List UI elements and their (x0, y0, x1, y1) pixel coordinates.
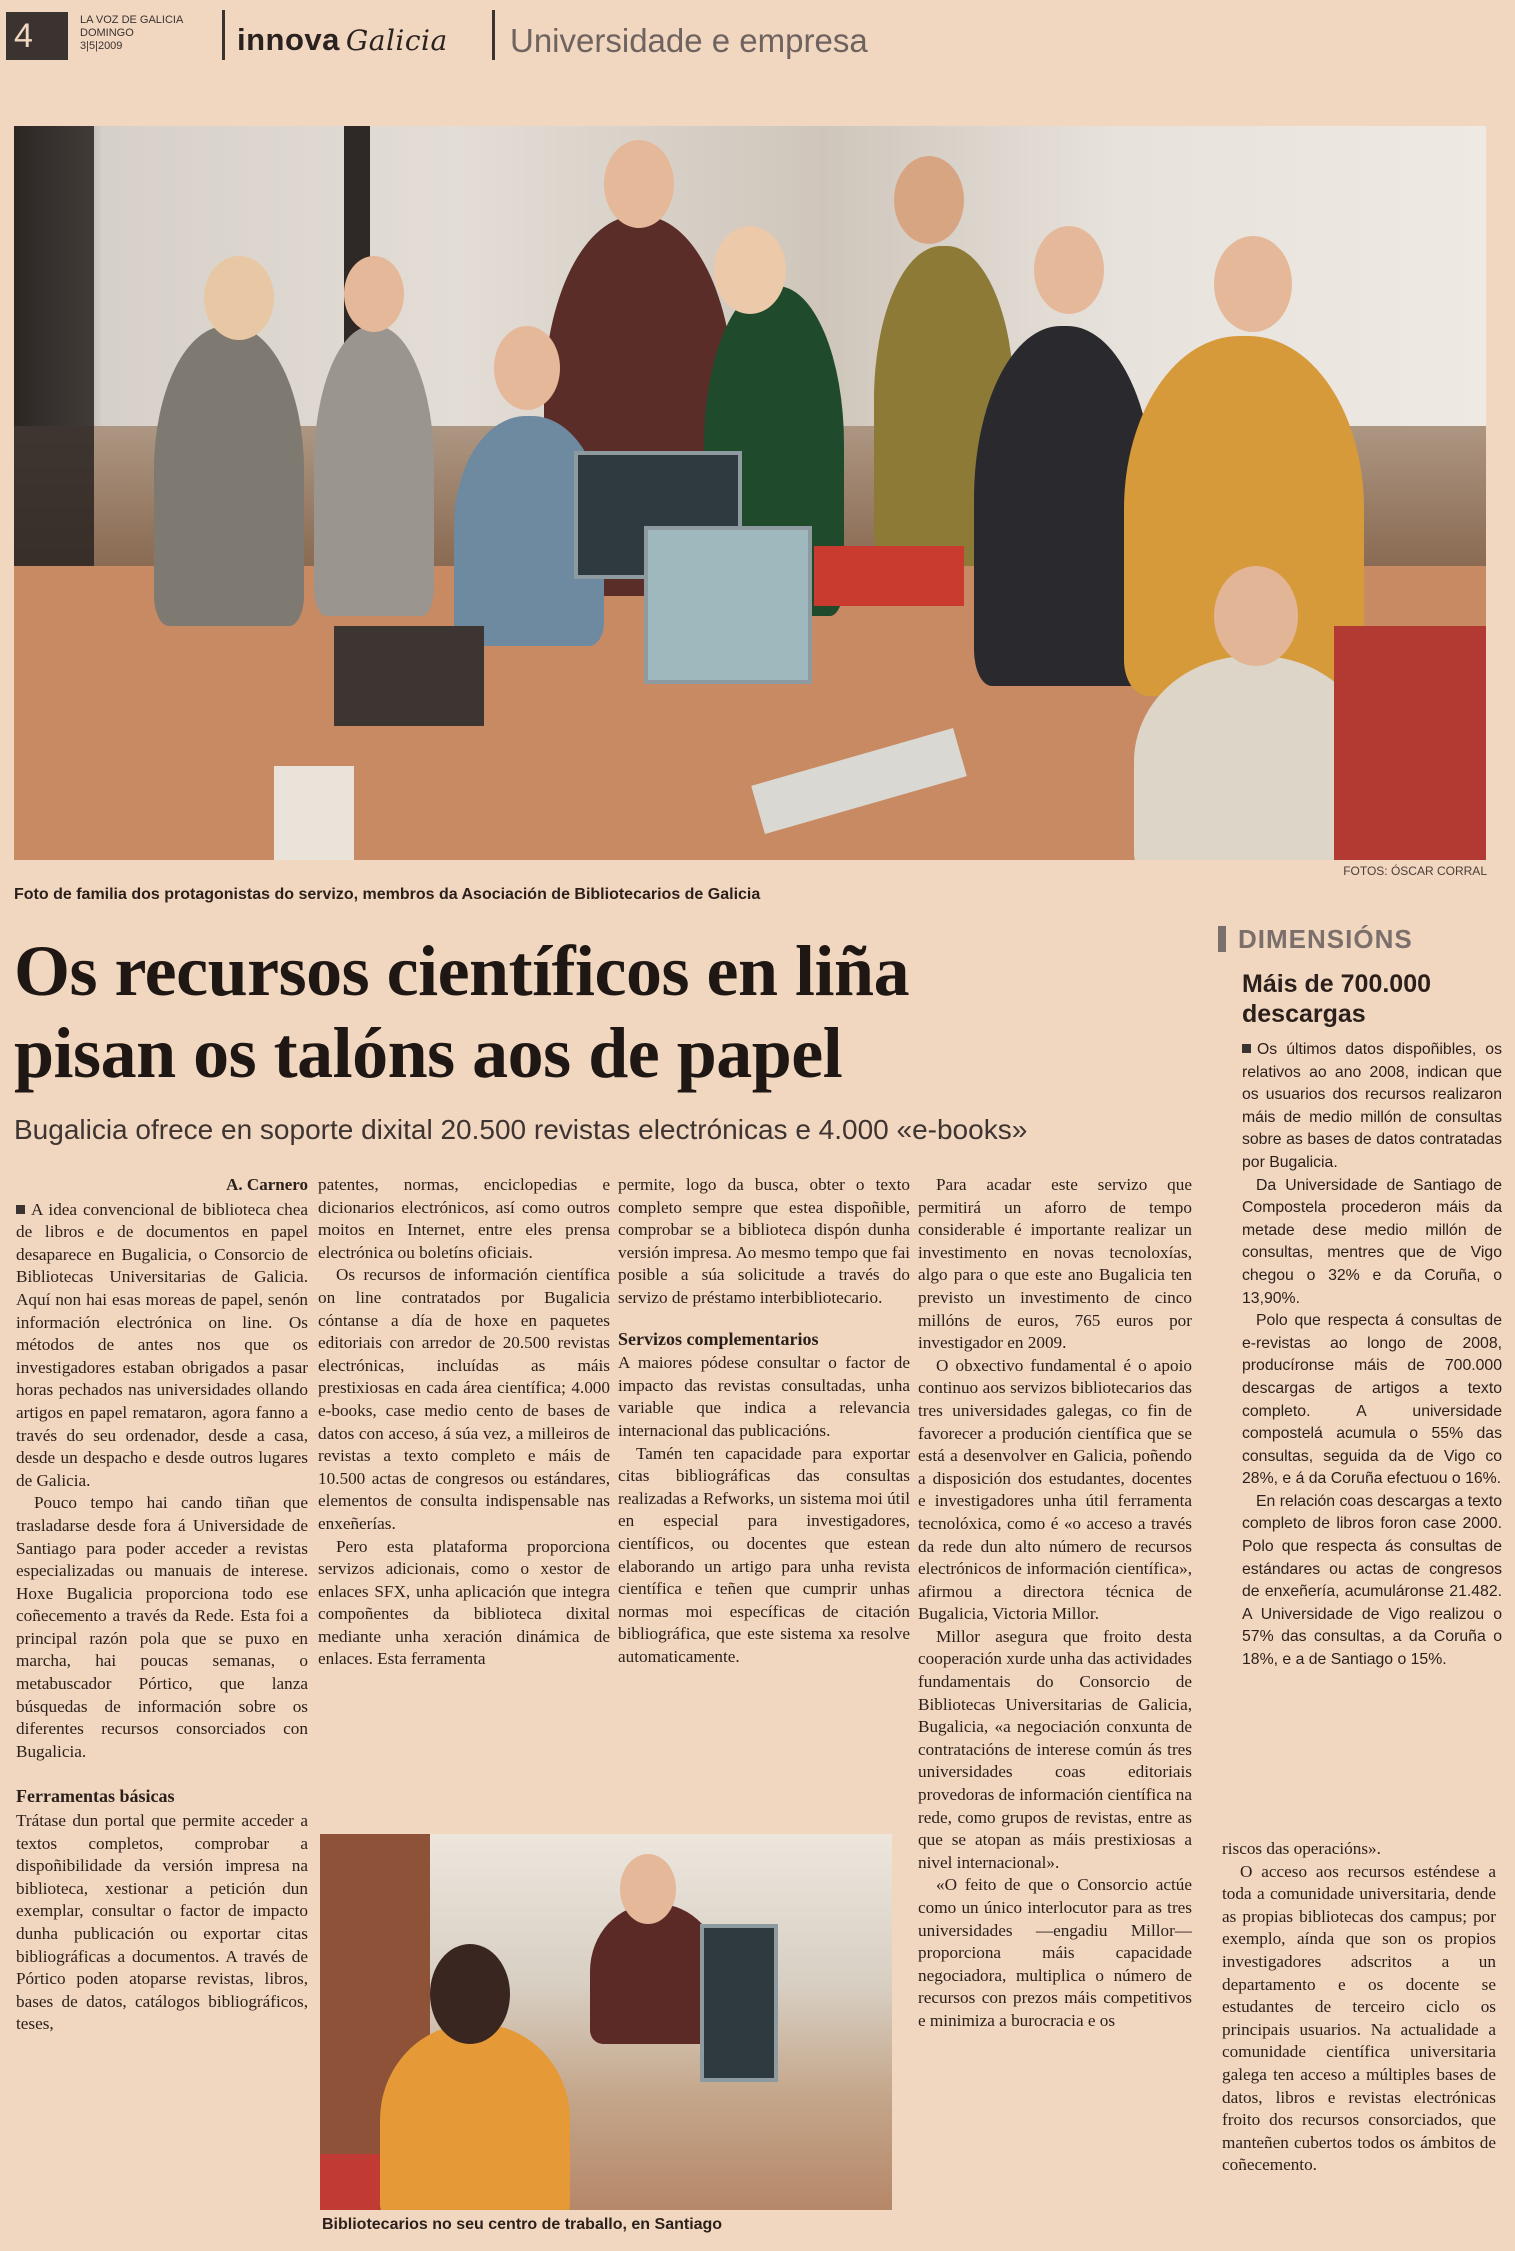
paragraph: Polo que respecta á consultas de e-revistas ao longo de 2008, producíronse máis de 700.000 descargas de artigos a texto completo. A universidade compostelá acumula o 55% das consultas, seguida da de Vigo co 28%, e á da Coruña efectuou o 16%. (1242, 1312, 1502, 1488)
main-photo (14, 126, 1486, 860)
subheadline: Bugalicia ofrece en soporte dixital 20.500 revistas electrónicas e 4.000 «e-books» (14, 1114, 1028, 1145)
subsection-heading: Servizos complementarios (618, 1328, 819, 1349)
paragraph: O obxectivo fundamental é o apoio continuo aos servizos bibliotecarios das tres universidades galegas, co fin de favorecer a produción científica que se está a desenvolver en Galicia, poñendo a disposición dos estudantes, docentes e investigadores unha útil ferramenta tecnolóxica, como é «o acceso a través da rede dun alto número de recursos electrónicos de información científica», afirmou a directora técnica de Bugalicia, Victoria Millor. (918, 1355, 1192, 1624)
paragraph: riscos das operacións». (1222, 1839, 1381, 1858)
section-title: Universidade e empresa (510, 22, 868, 59)
brand-bold: innova (237, 22, 340, 57)
article-column-3 (618, 1174, 910, 1668)
paragraph: O acceso aos recursos esténdese a toda a comunidade universitaria, dende as propias bibliotecas dos campus; por exemplo, aínda que son os propios investigadores adscritos a un departamento e os docente se estudantes de terceiro ciclo os principais usuarios. Na actualidade a comunidade científica universitaria galega ten acceso a múltiples bases de datos, libros e revistas electrónicas froito dos recursos consorciados, que manteñen cubertos todos os ámbitos de coñecemento. (1222, 1861, 1496, 2175)
second-photo-caption: Bibliotecarios no seu centro de traballo, en Santiago (322, 2216, 723, 2233)
page-number: 4 (6, 12, 68, 60)
article-column-1 (16, 1174, 308, 2036)
paragraph: Da Universidade de Santiago de Compostela procederon máis da metade dese medio millón de consultas, mentres que de Vigo chegou o 32% e da Coruña, o 13,90%. (1242, 1176, 1502, 1307)
paragraph: «O feito de que o Consorcio actúe como un único interlocutor para as tres universidades —engadiu Millor— proporciona máis capacidade negociadora, multiplica o número de recursos con prezos máis competitivos e minimiza a burocracia e os (918, 1875, 1192, 2030)
paragraph: Para acadar este servizo que permitirá un aforro de tempo considerable é importante realizar un investimento en novas tecnoloxías, algo para o que este ano Bugalicia ten previsto un investimento de cinco millóns de euros, 765 euros por investigador en 2009. (918, 1175, 1192, 1353)
brand-script: Galicia (345, 24, 448, 57)
paragraph: Tamén ten capacidade para exportar citas bibliográficas das consultas realizadas a Refworks, un sistema moi útil en especial para investigadores, científicos, ou docentes que estean elaborando un artigo para unha revista científica e teñen que cumprir unhas normas moi específicas de citación bibliográfica, que este sistema xa resolve automaticamente. (618, 1443, 910, 1666)
headline-line-2: pisan os talóns aos de papel (14, 1013, 843, 1093)
paragraph: permite, logo da busca, obter o texto completo sempre que estea dispoñible, comprobar se a biblioteca dispón dunha versión impresa. Ao mesmo tempo que fai posible a súa solicitude a través do servizo de préstamo interbibliotecario. (618, 1175, 910, 1307)
paragraph: En relación coas descargas a texto completo de libros foron case 2000. Polo que respecta ás consultas de estándares ou actas de congresos de enxeñería, acumuláronse 21.482. A Universidade de Vigo realizou o 57% das consultas, a da Coruña o 18%, e a de Santiago o 15%. (1242, 1492, 1502, 1669)
main-photo-caption: Foto de familia dos protagonistas do servizo, membros da Asociación de Bibliotecarios de Galicia (14, 886, 761, 903)
headline-line-1: Os recursos científicos en liña (14, 931, 910, 1011)
header-divider (222, 10, 225, 60)
paragraph: Os recursos de información científica on line contratados por Bugalicia cóntanse a día de hoxe en paquetes editoriais con arredor de 20.500 revistas electrónicas, incluídas as máis prestixiosas en cada área científica; 4.000 e-books, case medio cento de bases de datos con acceso, á súa vez, a milleiros de revistas a texto completo e máis de 10.500 actas de congresos ou estándares, elementos de consulta indispensable nas enxeñerías. (318, 1265, 610, 1533)
paragraph: Millor asegura que froito desta cooperación xurde unha das actividades fundamentais do Consorcio de Bibliotecas Universitarias de Galicia, Bugalicia, «a negociación conxunta de contratacións de interese común ás tres universidades coas editoriais provedoras de información científica na rede, como grupos de revistas, entre as que se atopan as máis prestixiosas a nivel internacional». (918, 1626, 1192, 1872)
publication-day: DOMINGO (80, 27, 134, 39)
paragraph: patentes, normas, enciclopedias e dicionarios electrónicos, así como outros moitos en Internet, entre eles prensa electrónica ou boletíns oficiais. (318, 1175, 610, 1262)
publication-name: LA VOZ DE GALICIA (80, 14, 184, 26)
sidebar-dimensions (1218, 924, 1502, 1672)
paragraph: Pouco tempo hai cando tiñan que trasladarse desde fora á Universidade de Santiago para poder acceder a revistas especializadas ou manuais de interese. Hoxe Bugalicia proporciona todo ese coñecemento a través da Rede. Esta foi a principal razón pola que se puxo en marcha, hai poucas semanas, o metabuscador Pórtico, que lanza búsquedas de información sobre os diferentes recursos consorciados con Bugalicia. (16, 1493, 308, 1761)
publication-info (80, 14, 183, 53)
second-photo (320, 1834, 892, 2210)
headline (14, 930, 1194, 1094)
paragraph: Pero esta plataforma proporciona servizos adicionais, como o xestor de enlaces SFX, unha aplicación que integra compoñentes da biblioteca dixital mediante unha xeración dinámica de enlaces. Esta ferramenta (318, 1536, 610, 1669)
paragraph: A idea convencional de biblioteca chea de libros e de documentos en papel desaparece en Bugalicia, o Consorcio de Bibliotecas Universitarias de Galicia. Aquí non hai esas moreas de papel, senón información electrónica on line. Os métodos de antes nos que os investigadores estaban obrigados a pasar horas pechados nas universidades ollando artigos en papel remataron, agora fanno a través do seu ordenador, desde a casa, desde un despacho e desde outros lugares de Galicia. (16, 1199, 308, 1490)
subsection-heading: Ferramentas básicas (16, 1786, 175, 1807)
sidebar-heading: Máis de 700.000 descargas (1242, 970, 1432, 1028)
paragraph: Trátase dun portal que permite acceder a textos completos, comprobar a dispoñibilidade da versión impresa na biblioteca, xestionar a petición dun exemplar, consultar o factor de impacto dunha publicación ou exportar citas bibliográficas a documentos. A través de Pórtico poden atoparse revistas, libros, bases de datos, catálogos bibliográficos, teses, (16, 1811, 308, 2034)
sidebar-bar-icon (1218, 926, 1226, 952)
paragraph: A maiores pódese consultar o factor de impacto das revistas consultadas, unha variable que indica a relevancia internacional das publicacións. (618, 1353, 910, 1440)
sidebar-body (1242, 1039, 1502, 1672)
photo-credit: FOTOS: ÓSCAR CORRAL (1343, 864, 1487, 878)
header-divider-2 (492, 10, 495, 60)
paragraph: Os últimos datos dispoñibles, os relativos ao ano 2008, indican que os usuarios dos recursos realizaron máis de medio millón de consultas sobre as bases de datos contratadas por Bugalicia. (1242, 1041, 1502, 1171)
publication-date: 3|5|2009 (80, 40, 123, 52)
sidebar-label: DIMENSIÓNS (1218, 924, 1502, 955)
author-byline: A. Carnero (226, 1175, 308, 1194)
square-bullet-icon (16, 1205, 25, 1214)
article-column-2 (318, 1174, 610, 1671)
brand-logo (237, 22, 448, 58)
article-column-4 (918, 1174, 1192, 2033)
article-column-5 (1222, 1838, 1496, 2177)
square-bullet-icon (1242, 1044, 1251, 1053)
